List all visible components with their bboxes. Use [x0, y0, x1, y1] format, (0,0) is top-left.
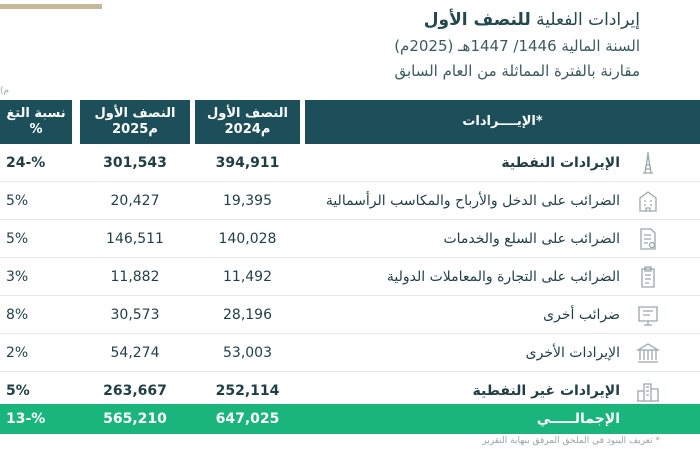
row-h2024: 11,492: [223, 268, 272, 285]
subtitle-comparison: مقارنة بالفترة المماثلة من العام السابق: [394, 62, 640, 80]
row-h2025: 301,543: [103, 154, 167, 171]
row-pct: 5%: [6, 382, 30, 399]
clipboard-icon: [636, 265, 660, 289]
row-label: الضرائب على السلع والخدمات: [443, 230, 620, 247]
row-label: الضرائب على التجارة والمعاملات الدولية: [386, 268, 620, 285]
table-header-h24: [195, 100, 300, 144]
row-label: ضرائب أخرى: [543, 306, 620, 323]
table-row: [0, 296, 700, 333]
total-h2025: 565,210: [103, 411, 167, 427]
document-icon: [636, 303, 660, 327]
decorative-bar: [0, 4, 102, 9]
row-pct: 5%: [6, 230, 29, 247]
table-row: [0, 220, 700, 257]
row-pct: 2%: [6, 344, 29, 361]
row-pct: 5%: [6, 192, 29, 209]
unit-note: (م: [0, 86, 10, 96]
building-icon: [636, 189, 660, 213]
row-h2024: 28,196: [223, 306, 272, 323]
title-bold: للنصف الأول: [423, 10, 531, 30]
row-h2025: 263,667: [103, 382, 167, 399]
row-h2024: 394,911: [215, 154, 280, 171]
row-h2025: 146,511: [106, 230, 164, 247]
total-h2024: 647,025: [215, 411, 280, 427]
table-row: [0, 144, 700, 181]
row-h2024: 19,395: [223, 192, 272, 209]
table-header-label: [305, 100, 700, 144]
table-header-h25: [80, 100, 190, 144]
total-label: الإجمالـــــي: [536, 411, 620, 427]
receipt-icon: [636, 227, 660, 251]
row-h2025: 30,573: [110, 306, 160, 323]
bank-icon: [636, 341, 660, 365]
oil-rig-icon: [636, 151, 660, 175]
table-row: [0, 182, 700, 219]
row-pct: 8%: [6, 306, 29, 323]
row-h2024: 252,114: [215, 382, 280, 399]
subtitle-fiscal-year: السنة المالية 1446/ 1447هـ (2025م): [394, 37, 640, 55]
row-h2025: 20,427: [110, 192, 160, 209]
header-h2025: النصف الأول 2025م: [94, 106, 176, 137]
row-pct: 3%: [6, 268, 29, 285]
row-h2024: 53,003: [223, 344, 272, 361]
total-pct: 13-%: [6, 411, 46, 427]
table-header: [0, 100, 72, 144]
header-revenues: الإيــــرادات*: [462, 114, 543, 129]
row-pct: 24-%: [6, 154, 46, 171]
title-plain: إيرادات الفعلية: [530, 10, 640, 30]
row-label: الإيرادات النفطية: [501, 154, 620, 171]
page-title: [424, 10, 640, 30]
row-h2024: 140,028: [218, 230, 277, 247]
city-icon: [636, 379, 660, 403]
table-row: [0, 334, 700, 371]
total-row: [0, 404, 700, 434]
row-h2025: 11,882: [110, 268, 160, 285]
row-label: الضرائب على الدخل والأرباح والمكاسب الرأسمالية: [325, 192, 620, 209]
row-label: الإيرادات الأخرى: [525, 344, 620, 361]
row-h2025: 54,274: [110, 344, 160, 361]
table-row: [0, 258, 700, 295]
footnote: * تعريف البنود في الملحق المرفق بنهاية التقرير: [482, 436, 660, 446]
header-h2024: النصف الأول 2024م: [207, 106, 288, 137]
header-pct: نسبة التغ %: [6, 106, 66, 137]
row-label: الإيرادات غير النفطية: [472, 382, 620, 399]
